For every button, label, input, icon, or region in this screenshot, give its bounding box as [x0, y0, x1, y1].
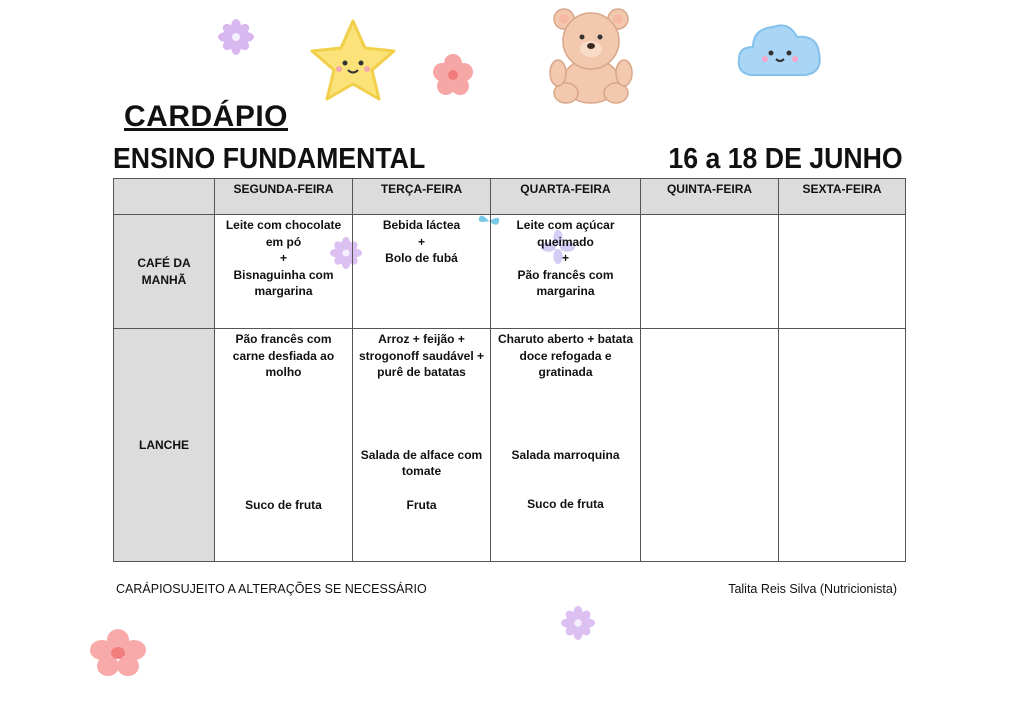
cell-cafe-terca — [353, 215, 491, 329]
menu-line: + — [561, 251, 569, 265]
menu-line-drink: Suco de fruta — [245, 497, 322, 512]
column-header-segunda: SEGUNDA-FEIRA — [215, 179, 353, 215]
menu-line: Arroz + feijão + — [378, 332, 465, 346]
column-header-sexta: SEXTA-FEIRA — [779, 179, 906, 215]
menu-line: queimado — [537, 234, 594, 249]
cell-lanche-terca — [353, 329, 491, 562]
menu-line: margarina — [536, 284, 595, 298]
teddy-bear-icon — [546, 5, 636, 105]
cell-cafe-quarta — [491, 215, 641, 329]
column-header-quinta: QUINTA-FEIRA — [641, 179, 779, 215]
cloud-icon — [733, 15, 825, 85]
menu-line-salad: Salada marroquina — [511, 447, 620, 462]
menu-line: margarina — [254, 284, 313, 298]
column-header-terca: TERÇA-FEIRA — [353, 179, 491, 215]
cell-lanche-segunda — [215, 329, 353, 562]
star-icon — [308, 17, 398, 105]
menu-line-drink: Suco de fruta — [527, 497, 604, 511]
menu-line: + — [417, 234, 425, 249]
menu-line: gratinada — [538, 365, 593, 379]
menu-line: strogonoff saudável + — [358, 348, 485, 363]
column-header-quarta: QUARTA-FEIRA — [491, 179, 641, 215]
footer-note: CARÁPIOSUJEITO A ALTERAÇÕES SE NECESSÁRIO — [116, 582, 427, 596]
column-header-empty — [114, 179, 215, 215]
menu-line: Bisnaguinha com — [233, 267, 334, 282]
menu-line: Pão francês com — [235, 332, 332, 346]
row-label-line: MANHÃ — [141, 272, 187, 287]
row-label-line: CAFÉ DA — [137, 256, 191, 270]
menu-line: doce refogada e — [519, 348, 612, 363]
cell-lanche-sexta — [779, 329, 906, 562]
menu-line: Bolo de fubá — [385, 251, 458, 265]
menu-table — [113, 178, 906, 562]
table-row-cafe — [114, 215, 906, 329]
menu-line: Leite com açúcar — [516, 218, 615, 232]
row-label-cafe — [114, 215, 215, 329]
row-label-lanche: LANCHE — [114, 329, 215, 562]
lilac-flower-icon — [218, 19, 254, 55]
menu-line: Bebida láctea — [382, 218, 461, 232]
page-subtitle: ENSINO FUNDAMENTAL — [113, 143, 426, 175]
cell-cafe-segunda — [215, 215, 353, 329]
lilac-flower-icon — [561, 606, 595, 640]
table-row-lanche — [114, 329, 906, 562]
menu-line-salad: Salada de alface com — [360, 447, 483, 462]
cell-lanche-quarta — [491, 329, 641, 562]
menu-line: molho — [265, 365, 302, 379]
menu-line-salad: tomate — [401, 464, 442, 478]
page-title: CARDÁPIO — [124, 100, 289, 133]
cell-cafe-quinta — [641, 215, 779, 329]
menu-line: + — [279, 251, 287, 265]
table-header-row — [114, 179, 906, 215]
menu-line: Pão francês com — [517, 267, 614, 282]
menu-line: carne desfiada ao — [232, 348, 335, 363]
date-range: 16 a 18 DE JUNHO — [668, 143, 903, 175]
menu-line-drink: Fruta — [406, 497, 437, 512]
menu-line: Charuto aberto + batata — [497, 332, 634, 346]
menu-line: purê de batatas — [377, 365, 466, 379]
pink-flower-icon — [431, 53, 475, 97]
cell-lanche-quinta — [641, 329, 779, 562]
cell-cafe-sexta — [779, 215, 906, 329]
nutritionist-signature: Talita Reis Silva (Nutricionista) — [728, 582, 897, 596]
menu-line: Leite com chocolate — [225, 218, 342, 232]
menu-line: em pó — [265, 234, 302, 249]
pink-flower-icon — [88, 628, 148, 678]
